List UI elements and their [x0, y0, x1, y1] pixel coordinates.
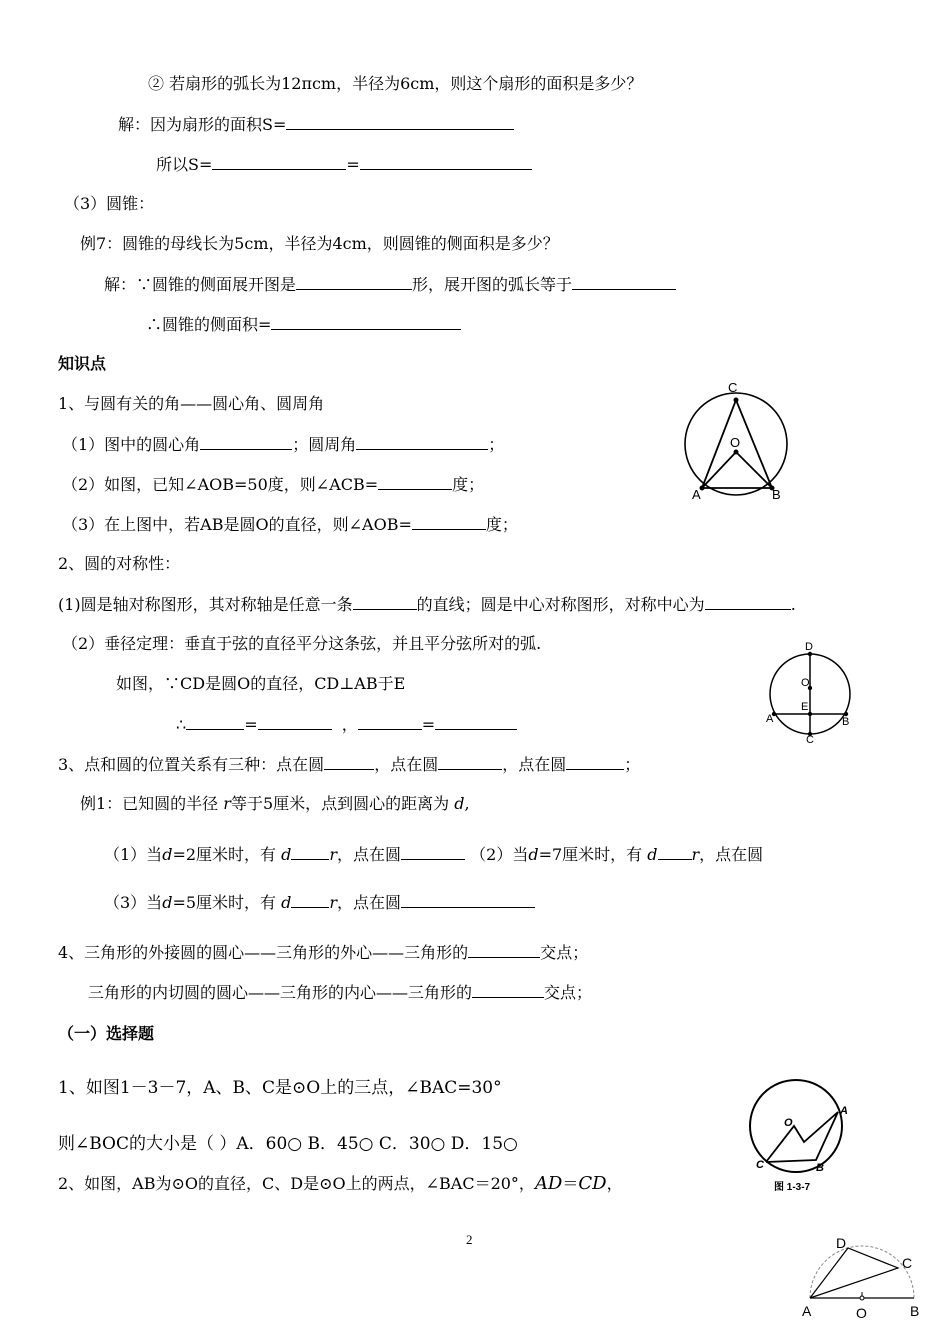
arc-cd: CD — [578, 1173, 607, 1194]
answer-blank[interactable] — [356, 434, 488, 450]
topic-2-figure-text: 如图，∵CD是圆O的直径，CD⊥AB于E — [116, 674, 406, 693]
topic-4 — [58, 942, 588, 963]
knowledge-heading: 知识点 — [58, 354, 107, 373]
topic-4-incircle — [88, 982, 592, 1003]
topic-2-1-a: (1)圆是轴对称图形，其对称轴是任意一条 — [58, 595, 353, 614]
case-1-b: =2厘米时，有 — [172, 845, 277, 864]
topic-1-2-a: （2）如图，已知∠AOB=50度，则∠ACB= — [62, 475, 379, 494]
sector-solution-label: 解：因为扇形的面积S= — [118, 115, 287, 134]
cone-solution-c: ∴圆锥的侧面积= — [146, 315, 272, 334]
topic-1-2 — [62, 474, 484, 495]
answer-blank[interactable] — [186, 714, 244, 730]
answer-blank[interactable] — [572, 274, 676, 290]
topic-2-1 — [58, 594, 796, 615]
topic-2-1-c: . — [790, 595, 796, 614]
figure-caption: 图 1-3-7 — [774, 1182, 811, 1193]
topic-1-3-a: （3）在上图中，若AB是圆O的直径，则∠AOB= — [62, 515, 412, 534]
example-1 — [80, 794, 470, 814]
answer-blank[interactable] — [296, 274, 412, 290]
topic-4-b: 交点； — [540, 943, 589, 962]
sector-solution-area — [118, 114, 514, 135]
cone-solution-b: 形，展开图的弧长等于 — [412, 275, 573, 294]
figure-inscribed-angle — [680, 378, 800, 508]
comma: ， — [341, 715, 358, 734]
answer-blank[interactable] — [353, 594, 417, 610]
cone-solution-a: 解：∵圆锥的侧面展开图是 — [104, 275, 297, 294]
topic-1-1-b: ；圆周角 — [292, 435, 357, 454]
therefore-sign: ∴ — [176, 715, 187, 734]
sector-solution-so — [156, 154, 532, 175]
var-d: d — [162, 845, 173, 864]
cone-solution — [104, 274, 676, 295]
label-d: D — [805, 641, 813, 653]
topic-3 — [58, 754, 640, 775]
answer-blank[interactable] — [212, 154, 346, 170]
answer-blank[interactable] — [401, 844, 465, 860]
choice-q2-text: 2、如图，AB为⊙O的直径，C、D是⊙O上的两点，∠BAC＝20°， — [58, 1174, 535, 1193]
case-1-2 — [104, 844, 763, 865]
choice-q2 — [58, 1174, 623, 1194]
label-o: O — [730, 435, 741, 450]
topic-1-1-a: （1）图中的圆心角 — [62, 435, 201, 454]
label-a: A — [802, 1303, 812, 1319]
case-1-c: ，点在圆 — [337, 845, 402, 864]
label-c: C — [902, 1255, 913, 1271]
figure-1-3-7 — [746, 1076, 856, 1200]
choice-heading: （一）选择题 — [58, 1024, 155, 1043]
answer-blank[interactable] — [472, 982, 544, 998]
label-b: B — [842, 716, 850, 728]
answer-blank[interactable] — [291, 844, 329, 860]
answer-blank[interactable] — [435, 714, 517, 730]
case-3-b: =5厘米时，有 — [172, 893, 277, 912]
case-2-a: （2）当 — [470, 845, 529, 864]
answer-blank[interactable] — [566, 754, 624, 770]
answer-blank[interactable] — [438, 754, 502, 770]
answer-blank[interactable] — [271, 314, 461, 330]
cone-heading: （3）圆锥： — [64, 194, 155, 213]
topic-1-2-b: 度； — [452, 475, 485, 494]
var-r: r — [329, 893, 338, 912]
example-1-a: 例1：已知圆的半径 — [80, 794, 219, 813]
label-a: A — [692, 487, 701, 502]
topic-1: 1、与圆有关的角——圆心角、圆周角 — [58, 394, 325, 413]
example-1-b: 等于5厘米，点到圆心的距离为 — [230, 794, 450, 813]
label-b: B — [910, 1303, 920, 1319]
topic-3-b: ，点在圆 — [374, 755, 439, 774]
case-2-b: =7厘米时，有 — [538, 845, 643, 864]
answer-blank[interactable] — [258, 714, 332, 730]
topic-1-1-c: ； — [488, 435, 505, 454]
answer-blank[interactable] — [360, 154, 532, 170]
var-d: d — [528, 845, 539, 864]
label-o: O — [801, 677, 810, 689]
label-c: C — [728, 380, 738, 395]
answer-blank[interactable] — [412, 514, 486, 530]
topic-2-2: （2）垂径定理：垂直于弦的直径平分这条弦，并且平分弦所对的弧. — [62, 634, 542, 653]
answer-blank[interactable] — [401, 892, 535, 908]
label-o: O — [856, 1305, 867, 1321]
equals-sign: = — [346, 155, 360, 174]
var-d: d — [162, 893, 173, 912]
sector-question: ② 若扇形的弧长为12πcm，半径为6cm，则这个扇形的面积是多少？ — [148, 74, 643, 93]
label-o: O — [784, 1117, 793, 1129]
page-number: 2 — [466, 1232, 473, 1247]
answer-blank[interactable] — [468, 942, 540, 958]
figure-perpendicular-diameter — [766, 640, 856, 746]
var-r: r — [329, 845, 338, 864]
answer-blank[interactable] — [378, 474, 452, 490]
case-3 — [104, 892, 535, 913]
topic-4-c: 三角形的内切圆的圆心——三角形的内心——三角形的 — [88, 983, 473, 1002]
label-c: C — [806, 734, 814, 746]
answer-blank[interactable] — [358, 714, 422, 730]
answer-blank[interactable] — [286, 114, 514, 130]
var-d: d — [647, 845, 658, 864]
case-3-a: （3）当 — [104, 893, 163, 912]
equals-sign: ＝ — [562, 1174, 579, 1193]
answer-blank[interactable] — [200, 434, 292, 450]
example-1-end: , — [464, 794, 470, 813]
label-a: A — [766, 713, 774, 725]
case-1-a: （1）当 — [104, 845, 163, 864]
topic-4-a: 4、三角形的外接圆的圆心——三角形的外心——三角形的 — [58, 943, 469, 962]
topic-4-d: 交点； — [544, 983, 593, 1002]
sector-so-label: 所以S= — [156, 155, 213, 174]
choice-q1: 1、如图1－3－7，A、B、C是⊙O上的三点，∠BAC=30° — [58, 1078, 502, 1098]
answer-blank[interactable] — [658, 844, 692, 860]
answer-blank[interactable] — [291, 892, 329, 908]
topic-3-a: 3、点和圆的位置关系有三种：点在圆 — [58, 755, 325, 774]
var-d: d — [454, 794, 465, 813]
label-a: A — [840, 1105, 848, 1117]
label-d: D — [836, 1235, 847, 1251]
topic-2-therefore — [176, 714, 517, 735]
var-r: r — [691, 845, 700, 864]
var-d: d — [281, 893, 292, 912]
label-c: C — [756, 1159, 764, 1171]
cone-lateral-area — [146, 314, 461, 335]
topic-2: 2、圆的对称性： — [58, 554, 181, 573]
answer-blank[interactable] — [324, 754, 374, 770]
comma: ， — [606, 1174, 623, 1193]
topic-3-c: ，点在圆 — [502, 755, 567, 774]
label-b: B — [816, 1162, 824, 1174]
case-3-c: ，点在圆 — [337, 893, 402, 912]
topic-3-d: ； — [624, 755, 641, 774]
cone-example-7: 例7：圆锥的母线长为5cm，半径为4cm，则圆锥的侧面积是多少？ — [80, 234, 559, 253]
topic-1-3 — [62, 514, 518, 535]
topic-1-1 — [62, 434, 504, 455]
var-d: d — [281, 845, 292, 864]
var-r: r — [223, 794, 231, 813]
arc-ad: AD — [534, 1173, 563, 1194]
figure-semicircle — [796, 1232, 926, 1344]
topic-1-3-b: 度； — [485, 515, 518, 534]
topic-2-1-b: 的直线；圆是中心对称图形，对称中心为 — [416, 595, 705, 614]
equals-sign: = — [244, 715, 258, 734]
case-2-c: ，点在圆 — [699, 845, 764, 864]
label-b: B — [772, 487, 781, 502]
choice-q1-options: 则∠BOC的大小是（ ）A．60○ B．45○ C．30○ D．15○ — [58, 1134, 518, 1154]
label-e: E — [801, 701, 809, 713]
answer-blank[interactable] — [705, 594, 791, 610]
equals-sign: = — [421, 715, 436, 734]
